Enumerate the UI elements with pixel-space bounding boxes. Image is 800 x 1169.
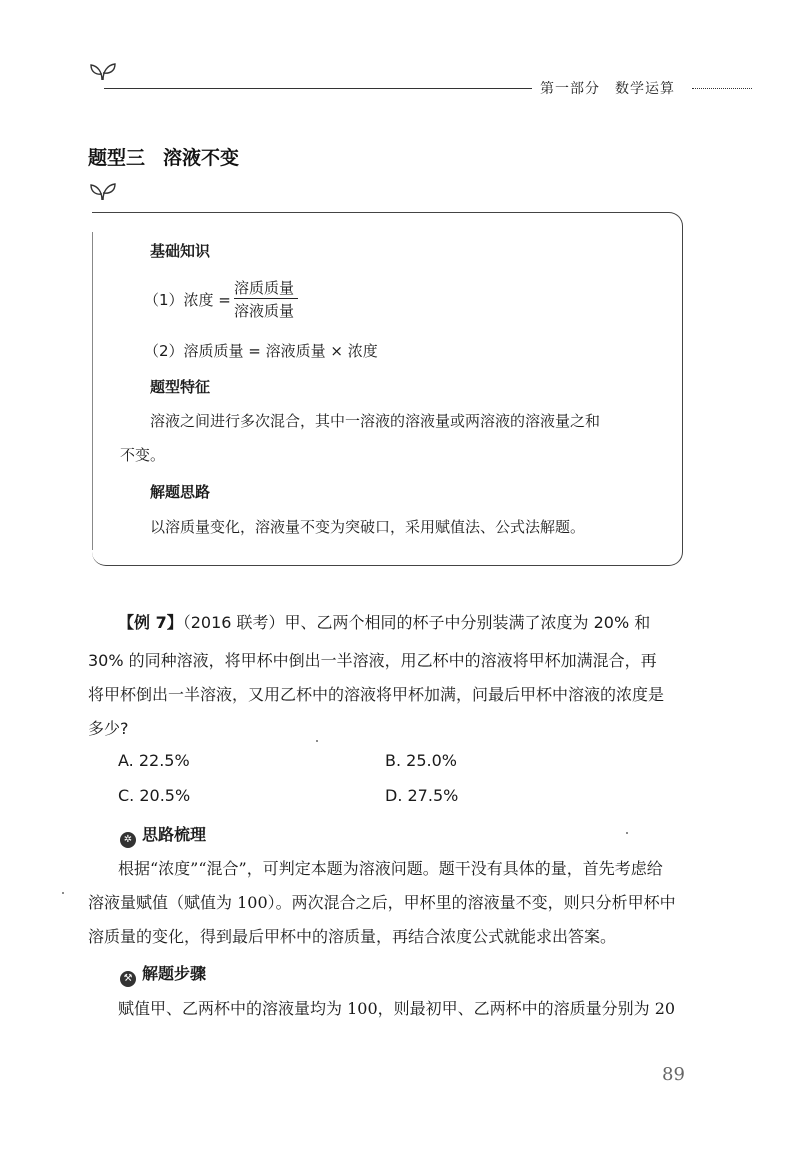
header-section-label: 第一部分 数学运算	[540, 81, 675, 97]
option-c: C. 20.5%	[118, 786, 191, 805]
option-a: A. 22.5%	[118, 751, 190, 770]
example-line1	[118, 610, 650, 633]
page-number: 89	[662, 1064, 685, 1085]
approach-text: 以溶质量变化，溶液量不变为突破口，采用赋值法、公式法解题。	[150, 518, 586, 536]
example-line4: 多少?	[88, 719, 129, 738]
section-title-main: 溶液不变	[163, 147, 240, 169]
scan-speck	[62, 892, 64, 894]
option-d: D. 27.5%	[385, 786, 459, 805]
sprout-icon	[88, 180, 118, 202]
formula1-prefix: （1）浓度 =	[144, 291, 231, 309]
formula2: （2）溶质质量 = 溶液质量 × 浓度	[144, 342, 378, 360]
formula1-denominator: 溶液质量	[234, 302, 295, 320]
knowledge-box-left-edge	[92, 232, 93, 550]
feature-line1: 溶液之间进行多次混合，其中一溶液的溶液量或两溶液的溶液量之和	[150, 412, 601, 430]
wrench-icon: ⚒	[120, 971, 136, 987]
analysis-heading-row	[120, 822, 206, 848]
example-line1-text: （2016 联考）甲、乙两个相同的杯子中分别装满了浓度为 20% 和	[182, 613, 651, 632]
formula1-fraction	[234, 277, 298, 321]
gear-icon: ✲	[120, 832, 136, 848]
feature-heading: 题型特征	[150, 378, 211, 396]
example-line2: 30% 的同种溶液，将甲杯中倒出一半溶液，用乙杯中的溶液将甲杯加满混合，再	[88, 651, 657, 670]
header-rule-right	[692, 88, 752, 89]
example-label: 【例 7】	[118, 613, 183, 632]
sprout-icon	[88, 60, 118, 82]
approach-heading: 解题思路	[150, 483, 211, 501]
fraction-bar	[234, 298, 298, 299]
steps-line1: 赋值甲、乙两杯中的溶液量均为 100，则最初甲、乙两杯中的溶质量分别为 20	[118, 999, 676, 1018]
analysis-line1: 根据“浓度”“混合”，可判定本题为溶液问题。题干没有具体的量，首先考虑给	[118, 859, 663, 878]
section-title-prefix: 题型三	[88, 147, 146, 169]
option-b: B. 25.0%	[385, 751, 457, 770]
analysis-line3: 溶质量的变化，得到最后甲杯中的溶质量，再结合浓度公式就能求出答案。	[88, 927, 617, 946]
scan-speck	[316, 740, 318, 742]
section-title	[88, 143, 239, 170]
analysis-heading: 思路梳理	[142, 825, 207, 844]
header-rule-left	[104, 88, 532, 89]
analysis-line2: 溶液量赋值（赋值为 100）。两次混合之后，甲杯里的溶液量不变，则只分析甲杯中	[88, 893, 676, 912]
feature-line2: 不变。	[120, 446, 166, 464]
steps-heading: 解题步骤	[142, 964, 207, 983]
steps-heading-row	[120, 961, 206, 987]
scan-speck	[626, 832, 628, 834]
formula1-numerator: 溶质质量	[234, 279, 295, 297]
example-line3: 将甲杯倒出一半溶液，又用乙杯中的溶液将甲杯加满，问最后甲杯中溶液的浓度是	[88, 685, 665, 704]
basic-knowledge-heading: 基础知识	[150, 242, 211, 260]
